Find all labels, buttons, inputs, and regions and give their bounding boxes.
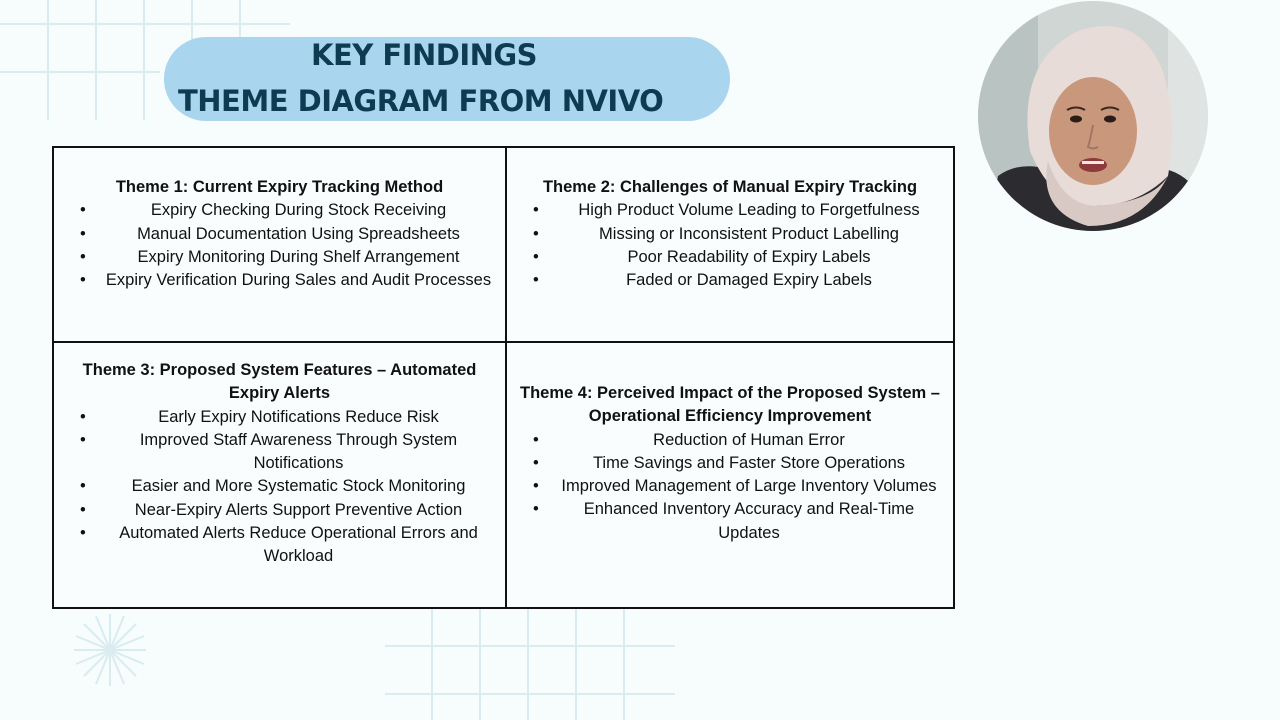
theme-list: [66, 199, 493, 292]
background-starburst: [70, 610, 150, 690]
theme-diagram-grid: [52, 146, 955, 609]
list-item: • Missing or Inconsistent Product Labelling: [519, 223, 941, 246]
theme-cell-2: [507, 148, 953, 343]
presenter-webcam: [978, 1, 1208, 231]
list-item: • Improved Management of Large Inventory Volumes: [519, 475, 941, 498]
list-item: • Expiry Checking During Stock Receiving: [66, 199, 493, 222]
list-item: • Expiry Monitoring During Shelf Arrangement: [66, 246, 493, 269]
list-item: • Poor Readability of Expiry Labels: [519, 246, 941, 269]
background-grid-bottom: [380, 598, 680, 720]
list-item: • Enhanced Inventory Accuracy and Real-Time Updates: [519, 498, 941, 545]
list-item: • Reduction of Human Error: [519, 429, 941, 452]
theme-heading: Theme 4: Perceived Impact of the Proposed System – Operational Efficiency Improvement: [520, 384, 940, 426]
list-item: • Expiry Verification During Sales and Audit Processes: [66, 269, 493, 292]
list-item: • High Product Volume Leading to Forgetfulness: [519, 199, 941, 222]
list-item: • Manual Documentation Using Spreadsheets: [66, 223, 493, 246]
list-item: • Automated Alerts Reduce Operational Errors and Workload: [66, 522, 493, 569]
theme-cell-1: [54, 148, 507, 343]
page-subtitle: THEME DIAGRAM FROM NVIVO: [178, 84, 664, 118]
theme-heading: Theme 1: Current Expiry Tracking Method: [115, 178, 444, 196]
list-item: • Near-Expiry Alerts Support Preventive Action: [66, 499, 493, 522]
page-title: KEY FINDINGS: [311, 38, 538, 72]
list-item: • Improved Staff Awareness Through System Notifications: [66, 429, 493, 476]
theme-cell-3: [54, 343, 507, 607]
theme-list: [66, 406, 493, 569]
theme-list: [519, 199, 941, 292]
theme-list: [519, 429, 941, 545]
theme-cell-4: [507, 343, 953, 607]
presenter-webcam-icon: [978, 1, 1208, 231]
list-item: • Early Expiry Notifications Reduce Risk: [66, 406, 493, 429]
theme-heading: Theme 3: Proposed System Features – Automated Expiry Alerts: [82, 361, 477, 403]
theme-heading: Theme 2: Challenges of Manual Expiry Tracking: [542, 178, 918, 196]
list-item: • Faded or Damaged Expiry Labels: [519, 269, 941, 292]
list-item: • Easier and More Systematic Stock Monitoring: [66, 475, 493, 498]
list-item: • Time Savings and Faster Store Operations: [519, 452, 941, 475]
